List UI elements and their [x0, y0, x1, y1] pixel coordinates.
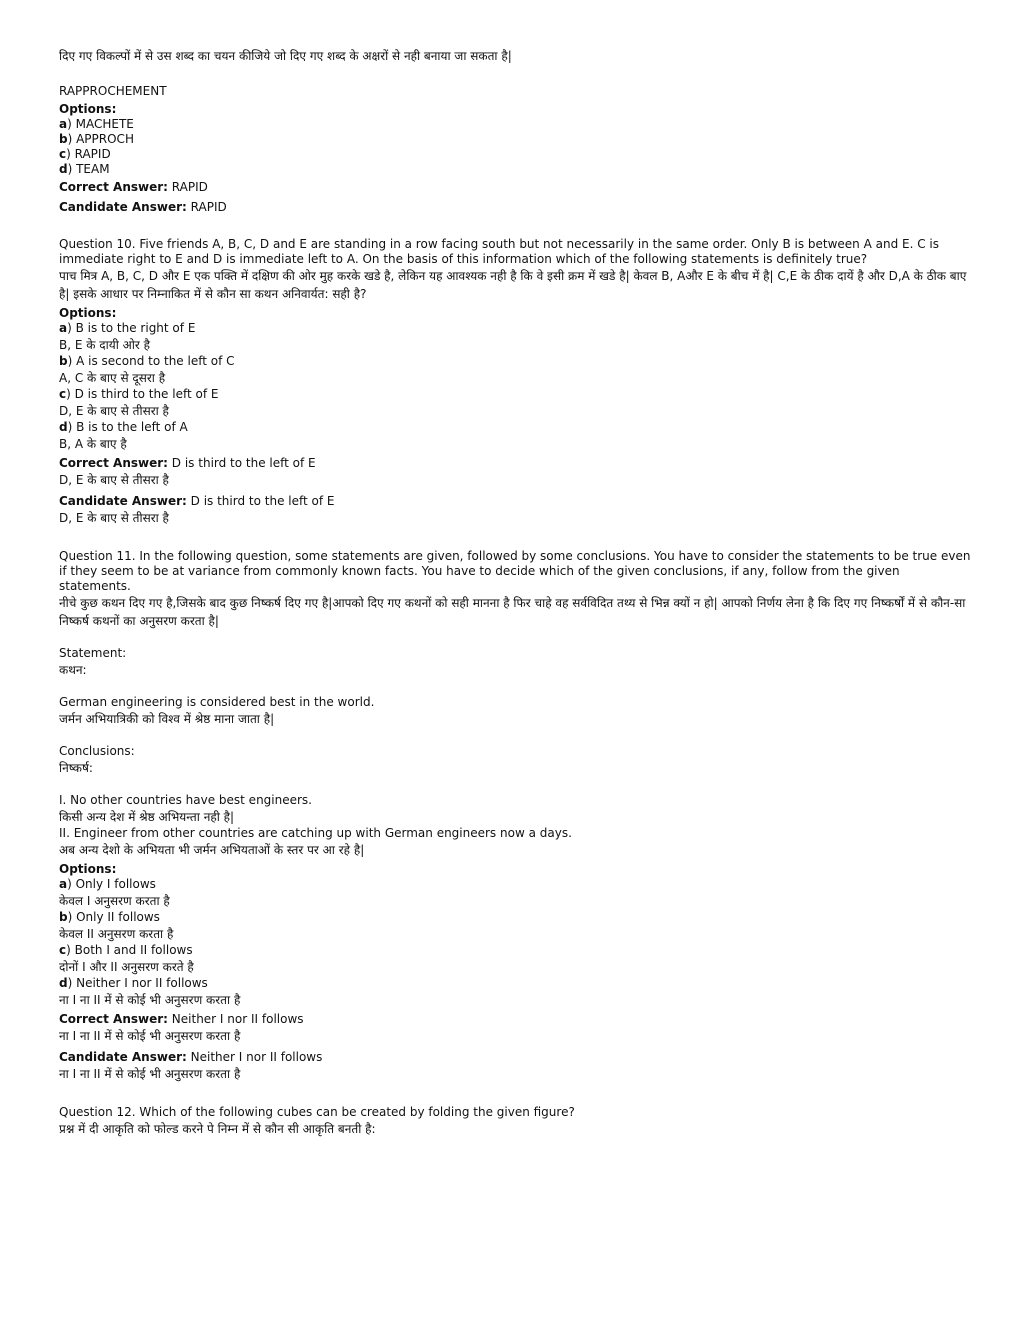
q10-option-b-hindi: A, C के बाए से दूसरा है [59, 371, 166, 385]
q9-given-word: RAPPROCHEMENT [59, 84, 167, 98]
q9-option-d: d) TEAM [59, 162, 110, 176]
q10-question-english: Question 10. Five friends A, B, C, D and E are standing in a row facing south but not necessarily in the same order. Only B is between A and E. C is immediate right to E and D is immediate left to A. On the basis of this information which of the following statements is definitely true? [59, 237, 943, 266]
q11-conclusion-2-hindi: अब अन्य देशो के अभियता भी जर्मन अभियताओं के स्तर पर आ रहे है| [59, 843, 365, 857]
q11-candidate-answer-hindi: ना I ना II में से कोई भी अनुसरण करता है [59, 1067, 241, 1081]
q9-correct-answer: Correct Answer: RAPID [59, 180, 208, 194]
q10-option-b: b) A is second to the left of C [59, 354, 235, 368]
q10-option-c-hindi: D, E के बाए से तीसरा है [59, 404, 169, 418]
q9-option-c: c) RAPID [59, 147, 111, 161]
q11-correct-answer: Correct Answer: Neither I nor II follows [59, 1012, 304, 1026]
q12-question-english: Question 12. Which of the following cubes can be created by folding the given figure? [59, 1105, 575, 1119]
q11-options-list [59, 877, 974, 1009]
q11-statement-label-hindi: कथन: [59, 663, 87, 677]
q11-candidate-answer: Candidate Answer: Neither I nor II follows [59, 1050, 323, 1064]
q10-correct-answer-hindi: D, E के बाए से तीसरा है [59, 473, 169, 487]
q9-candidate-answer: Candidate Answer: RAPID [59, 200, 227, 214]
question-12 [59, 1105, 974, 1138]
q9-option-a: a) MACHETE [59, 117, 134, 131]
q12-question-hindi: प्रश्न में दी आकृति को फोल्ड करने पे निम्न में से कौन सी आकृति बनती है: [59, 1122, 376, 1136]
q11-option-c: c) Both I and II follows [59, 943, 193, 957]
q11-option-a: a) Only I follows [59, 877, 156, 891]
q11-statement-hindi: जर्मन अभियात्रिकी को विश्व में श्रेष्ठ माना जाता है| [59, 712, 275, 726]
q9-options-list [59, 117, 974, 177]
q11-question-english: Question 11. In the following question, some statements are given, followed by some conclusions. You have to consider the statements to be true even if they seem to be at variance from commonly known facts. You have to decide which of the given conclusions, if any, follow from the given statements. [59, 549, 975, 593]
q11-conclusion-1: I. No other countries have best engineers. [59, 793, 312, 807]
q11-conclusion-1-hindi: किसी अन्य देश में श्रेष्ठ अभियन्ता नही है| [59, 810, 235, 824]
q11-option-b: b) Only II follows [59, 910, 160, 924]
q10-option-a: a) B is to the right of E [59, 321, 196, 335]
question-11 [59, 549, 974, 1083]
q11-statement-label: Statement: [59, 646, 127, 660]
q11-statement: German engineering is considered best in the world. [59, 695, 375, 709]
q11-option-d: d) Neither I nor II follows [59, 976, 208, 990]
q11-option-b-hindi: केवल II अनुसरण करता है [59, 927, 174, 941]
q11-option-d-hindi: ना I ना II में से कोई भी अनुसरण करता है [59, 993, 241, 1007]
q11-conclusions-label: Conclusions: [59, 744, 135, 758]
q10-correct-answer: Correct Answer: D is third to the left of E [59, 456, 316, 470]
q11-options-label: Options: [59, 862, 117, 876]
question-9 [59, 47, 974, 215]
q10-option-d-hindi: B, A के बाए है [59, 437, 127, 451]
q11-conclusions-label-hindi: निष्कर्ष: [59, 761, 93, 775]
q9-option-b: b) APPROCH [59, 132, 134, 146]
q11-option-a-hindi: केवल I अनुसरण करता है [59, 894, 170, 908]
question-10 [59, 237, 974, 527]
q9-options-label: Options: [59, 102, 117, 116]
q11-question-hindi: नीचे कुछ कथन दिए गए है,जिसके बाद कुछ निष्कर्ष दिए गए है|आपको दिए गए कथनों को सही मानना है फिर चाहे वह सर्वविदित तथ्य से भिन्न क्यों न हो| आपको निर्णय लेना है कि दिए गए निष्कर्षों में से कौन-सा निष्कर्ष कथनों का अनुसरण करता है| [59, 596, 970, 628]
q10-option-c: c) D is third to the left of E [59, 387, 219, 401]
q11-conclusion-2: II. Engineer from other countries are catching up with German engineers now a days. [59, 826, 572, 840]
q10-options-label: Options: [59, 306, 117, 320]
q10-option-a-hindi: B, E के दायी ओर है [59, 338, 151, 352]
q10-question-hindi: पाच मित्र A, B, C, D और E एक पक्ति में दक्षिण की ओर मुह करके खडे है, लेकिन यह आवश्यक नही है कि वे इसी क्रम में खडे है| केवल B, Aऔर E के बीच में है| C,E के ठीक दायें है और D,A के ठीक बाए है| इसके आधार पर निम्नाकित में से कौन सा कथन अनिवार्यत: सही है? [59, 269, 971, 301]
document-page [59, 47, 974, 1138]
q10-candidate-answer: Candidate Answer: D is third to the left of E [59, 494, 335, 508]
q10-options-list [59, 321, 974, 453]
q10-option-d: d) B is to the left of A [59, 420, 188, 434]
q11-correct-answer-hindi: ना I ना II में से कोई भी अनुसरण करता है [59, 1029, 241, 1043]
q10-candidate-answer-hindi: D, E के बाए से तीसरा है [59, 511, 169, 525]
q11-option-c-hindi: दोनों I और II अनुसरण करते है [59, 960, 194, 974]
q9-instruction-hindi: दिए गए विकल्पों में से उस शब्द का चयन कीजिये जो दिए गए शब्द के अक्षरों से नही बनाया जा सकता है| [59, 49, 512, 63]
